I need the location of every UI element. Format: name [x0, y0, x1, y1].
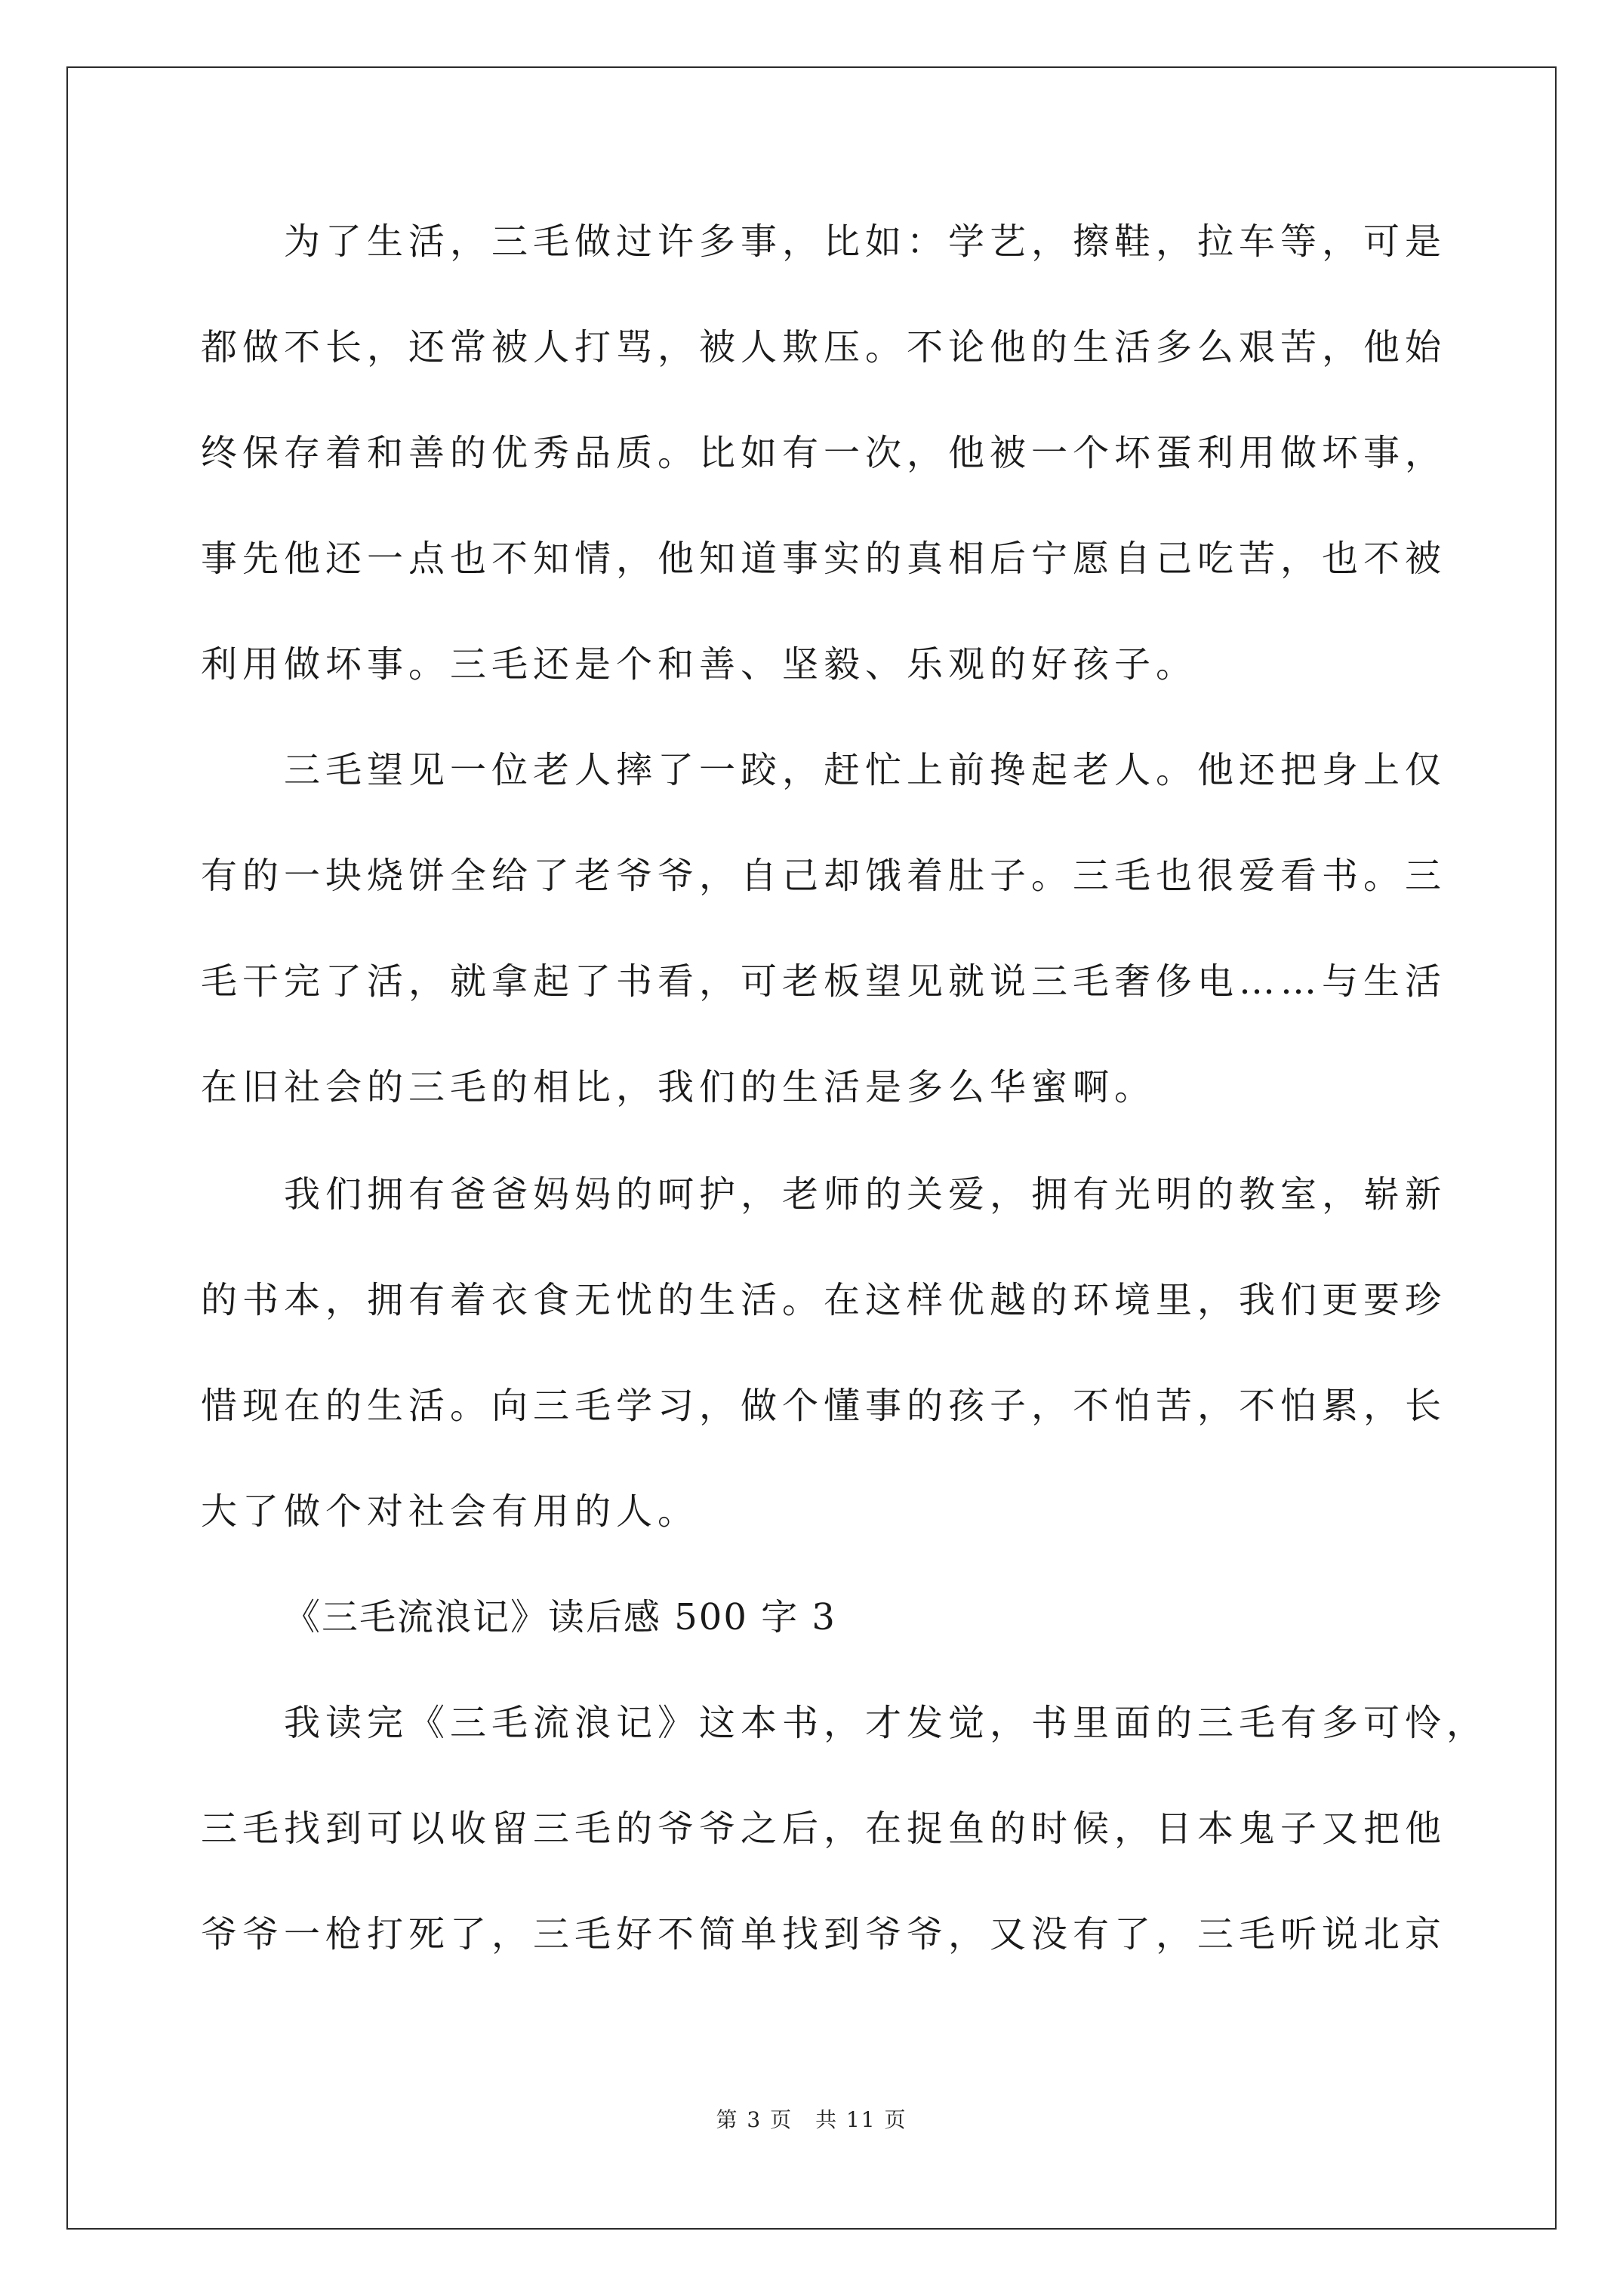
text-line: 我读完《三毛流浪记》这本书，才发觉，书里面的三毛有多可怜，	[284, 1702, 1489, 1744]
text-line: 事先他还一点也不知情，他知道事实的真相后宁愿自己吃苦，也不被	[201, 538, 1447, 580]
text-line: 毛干完了活，就拿起了书看，可老板望见就说三毛奢侈电……与生活	[201, 960, 1447, 1003]
text-line: 在旧社会的三毛的相比，我们的生活是多么华蜜啊。	[201, 1066, 1156, 1108]
text-line: 终保存着和善的优秀品质。比如有一次，他被一个坏蛋利用做坏事，	[201, 432, 1447, 474]
page-number: 第 3 页 共 11 页	[716, 2107, 907, 2132]
text-line: 有的一块烧饼全给了老爷爷，自己却饿着肚子。三毛也很爱看书。三	[201, 855, 1447, 897]
section-heading: 《三毛流浪记》读后感 500 字 3	[284, 1596, 836, 1638]
page-border	[66, 66, 1557, 2230]
text-line: 都做不长，还常被人打骂，被人欺压。不论他的生活多么艰苦，他始	[201, 326, 1447, 368]
text-line: 利用做坏事。三毛还是个和善、坚毅、乐观的好孩子。	[201, 643, 1198, 686]
text-line: 为了生活，三毛做过许多事，比如：学艺，擦鞋，拉车等，可是	[284, 220, 1447, 263]
text-line: 三毛望见一位老人摔了一跤，赶忙上前搀起老人。他还把身上仅	[284, 749, 1447, 791]
text-line: 我们拥有爸爸妈妈的呵护，老师的关爱，拥有光明的教室，崭新	[284, 1173, 1447, 1216]
text-line: 大了做个对社会有用的人。	[201, 1490, 700, 1533]
text-line: 的书本，拥有着衣食无忧的生活。在这样优越的环境里，我们更要珍	[201, 1279, 1447, 1321]
text-line: 爷爷一枪打死了，三毛好不简单找到爷爷，又没有了，三毛听说北京	[201, 1913, 1447, 1955]
text-line: 惜现在的生活。向三毛学习，做个懂事的孩子，不怕苦，不怕累，长	[201, 1385, 1447, 1427]
text-line: 三毛找到可以收留三毛的爷爷之后，在捉鱼的时候，日本鬼子又把他	[201, 1808, 1447, 1850]
